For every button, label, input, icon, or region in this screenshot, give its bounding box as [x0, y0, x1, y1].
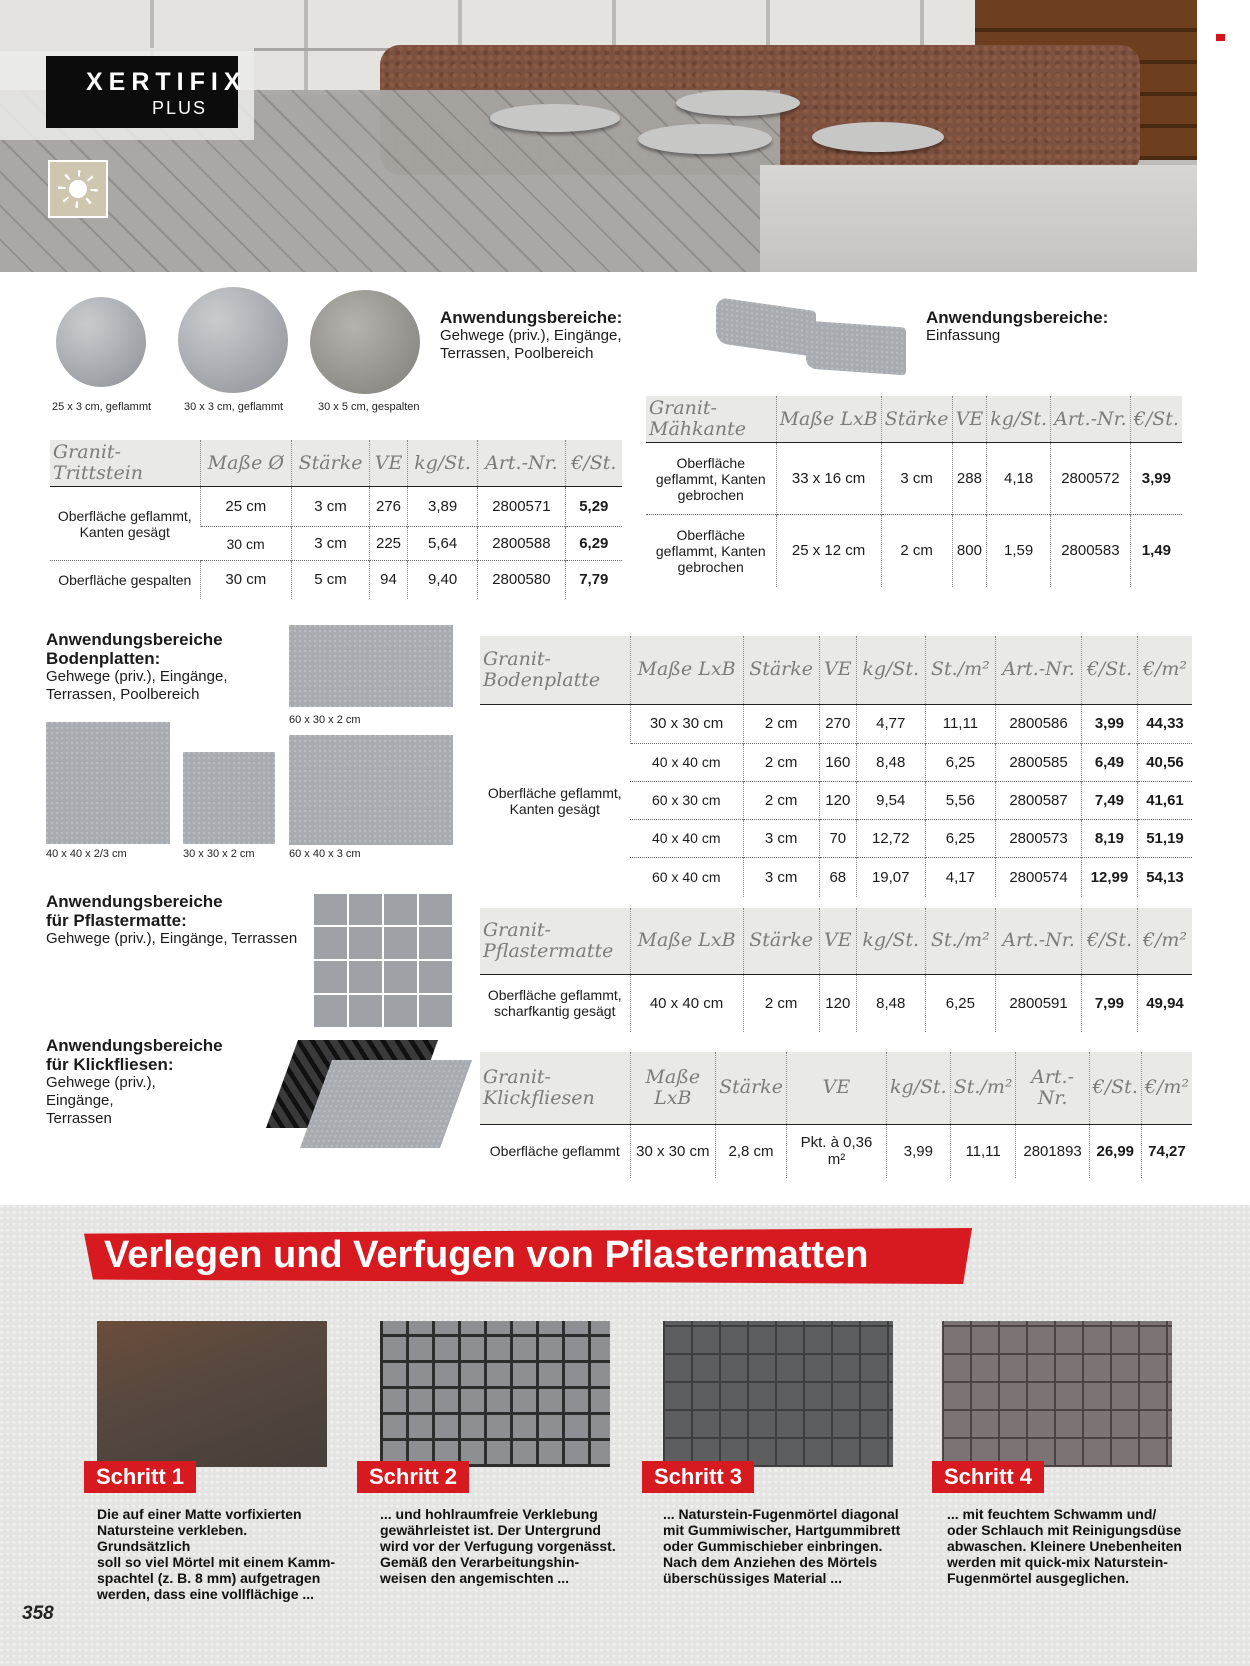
application-text: Terrassen, Poolbereich [440, 345, 594, 362]
cell: 3 cm [292, 527, 370, 561]
floor-tile-application [46, 630, 228, 704]
col-header: Art.-Nr. [996, 636, 1082, 704]
cell: 4,77 [856, 704, 925, 743]
cell: 270 [819, 704, 856, 743]
cell: 3,89 [408, 487, 478, 527]
table-row [480, 1124, 1192, 1178]
col-header: Granit-Klickfliesen [480, 1052, 630, 1124]
cell-desc: Oberfläche geflammt, Kanten gesägt [480, 704, 630, 897]
cell: 40 x 40 cm [630, 819, 743, 857]
cell: 2800573 [996, 819, 1082, 857]
tile-caption: 60 x 30 x 2 cm [289, 714, 361, 726]
stone-caption: 25 x 3 cm, geflammt [52, 401, 152, 413]
cell: 12,72 [856, 819, 925, 857]
col-header: VE [952, 396, 987, 443]
stepping-stone-25 [56, 297, 146, 387]
mowing-edge-application [926, 308, 1108, 345]
col-header: kg/St. [886, 1052, 950, 1124]
col-header: Art.-Nr. [478, 440, 565, 487]
cell: 160 [819, 743, 856, 781]
cell: 276 [370, 487, 408, 527]
cell: 2 cm [743, 974, 819, 1032]
application-title: Bodenplatten: [46, 649, 161, 668]
mowing-edge-image [806, 321, 906, 376]
col-header: kg/St. [408, 440, 478, 487]
text-line: weisen den angemischten ... [380, 1570, 570, 1586]
col-header: €/St. [1089, 1052, 1141, 1124]
cell: 94 [370, 561, 408, 599]
step-1-photo [97, 1321, 327, 1467]
application-text: Einfassung [926, 327, 1001, 344]
cell: 120 [819, 974, 856, 1032]
maehkante-table [646, 396, 1182, 587]
cell: 2800588 [478, 527, 565, 561]
cell: 6,25 [925, 743, 996, 781]
cell-desc: Oberfläche geflammt, Kanten gebrochen [646, 443, 776, 515]
col-header: VE [819, 636, 856, 704]
col-header: Stärke [881, 396, 952, 443]
cell: 6,25 [925, 819, 996, 857]
application-title: für Klickfliesen: [46, 1055, 174, 1074]
col-header: €/St. [1130, 396, 1182, 443]
cell: 288 [952, 443, 987, 515]
cell: 3 cm [743, 857, 819, 897]
stepping-stone [676, 90, 800, 116]
step-2-text [380, 1506, 625, 1586]
application-text: Eingänge, [46, 1092, 114, 1109]
cell-price: 51,19 [1137, 819, 1192, 857]
step-2-photo [380, 1321, 610, 1467]
cell: 2800580 [478, 561, 565, 599]
step-1-text [97, 1506, 342, 1602]
cell: 6,25 [925, 974, 996, 1032]
brand-name: XERTIFIX [86, 68, 247, 96]
col-header: Maße LxB [630, 908, 743, 974]
cell: 2 cm [881, 515, 952, 587]
cell: 225 [370, 527, 408, 561]
tile-caption: 60 x 40 x 3 cm [289, 848, 361, 860]
cell: 2800585 [996, 743, 1082, 781]
cell: 2,8 cm [716, 1124, 787, 1178]
text-line: Nach dem Anziehen des Mörtels [663, 1554, 878, 1570]
cell: 25 cm [200, 487, 292, 527]
cell: 30 x 30 cm [630, 704, 743, 743]
col-header: VE [819, 908, 856, 974]
col-header: kg/St. [987, 396, 1051, 443]
stones-application [440, 308, 622, 363]
col-header: Stärke [716, 1052, 787, 1124]
col-header: St./m² [950, 1052, 1016, 1124]
col-header: €/m² [1137, 636, 1192, 704]
cell: 40 x 40 cm [630, 974, 743, 1032]
table-row [646, 443, 1182, 515]
application-title: Anwendungsbereiche [46, 1036, 223, 1055]
paving-mat-image [312, 894, 452, 1029]
col-header: Stärke [743, 908, 819, 974]
application-title: Anwendungsbereiche: [926, 308, 1109, 327]
cell: 4,18 [987, 443, 1051, 515]
col-header: Maße Ø [200, 440, 292, 487]
cell-price: 7,99 [1081, 974, 1137, 1032]
text-line: Fugenmörtel ausgeglichen. [947, 1570, 1130, 1586]
sun-icon [48, 160, 108, 218]
stepping-stone [812, 122, 944, 152]
text-line: Gemäß den Verarbeitungshin- [380, 1554, 580, 1570]
table-row [50, 487, 622, 527]
cell: 25 x 12 cm [776, 515, 881, 587]
col-header: Granit-Bodenplatte [480, 636, 630, 704]
table-row [480, 704, 1192, 743]
cell: 40 x 40 cm [630, 743, 743, 781]
cell-price: 12,99 [1081, 857, 1137, 897]
cell: 2800586 [996, 704, 1082, 743]
pflastermatte-table [480, 908, 1192, 1032]
cell-price: 7,79 [565, 561, 622, 599]
cell: 3 cm [881, 443, 952, 515]
cell: 5,56 [925, 781, 996, 819]
col-header: Maße LxB [630, 636, 743, 704]
step-3-text [663, 1506, 908, 1586]
text-line: oder Gummischieber einbringen. [663, 1538, 883, 1554]
brand-sub: PLUS [152, 98, 208, 118]
granite-curb [760, 165, 1197, 272]
cell-desc: Oberfläche geflammt, Kanten gebrochen [646, 515, 776, 587]
cell: 68 [819, 857, 856, 897]
table-row [480, 974, 1192, 1032]
col-header: Maße LxB [630, 1052, 716, 1124]
stepping-stone [490, 104, 620, 132]
text-line: wird vor der Verfugung vorgenässt. [380, 1538, 616, 1554]
col-header: €/St. [565, 440, 622, 487]
col-header: Art.-Nr. [996, 908, 1082, 974]
stepping-stone [638, 124, 772, 154]
col-header: €/St. [1081, 636, 1137, 704]
cell-price: 41,61 [1137, 781, 1192, 819]
text-line: gewährleistet ist. Der Untergrund [380, 1522, 601, 1538]
application-text: Terrassen, Poolbereich [46, 686, 200, 703]
cell: 2800571 [478, 487, 565, 527]
text-line: ... mit feuchtem Schwamm und/ [947, 1506, 1157, 1522]
cell: 2 cm [743, 743, 819, 781]
cell-desc: Oberfläche geflammt, Kanten gesägt [50, 487, 200, 561]
guide-title: Verlegen und Verfugen von Pflastermatten [104, 1234, 869, 1276]
tile-caption: 40 x 40 x 2/3 cm [46, 848, 127, 860]
col-header: Art.-Nr. [1016, 1052, 1089, 1124]
cell-desc: Oberfläche gespalten [50, 561, 200, 599]
cell: 11,11 [950, 1124, 1016, 1178]
cell-price: 8,19 [1081, 819, 1137, 857]
red-page-mark [1216, 34, 1225, 41]
col-header: Art.-Nr. [1051, 396, 1131, 443]
stepping-stone-30 [178, 287, 288, 393]
cell: 5,64 [408, 527, 478, 561]
text-line: Die auf einer Matte vorfixierten [97, 1506, 302, 1522]
col-header: Granit-Mähkante [646, 396, 776, 443]
floor-tile-60x30 [289, 625, 453, 707]
col-header: St./m² [925, 636, 996, 704]
cell-price: 54,13 [1137, 857, 1192, 897]
text-line: Natursteine verkleben. Grundsätzlich [97, 1522, 248, 1554]
trittstein-table [50, 440, 622, 599]
text-line: oder Schlauch mit Reinigungsdüse [947, 1522, 1182, 1538]
cell: 19,07 [856, 857, 925, 897]
cell-price: 26,99 [1089, 1124, 1141, 1178]
text-line: werden, dass eine vollflächige ... [97, 1586, 315, 1602]
step-3-label: Schritt 3 [642, 1461, 754, 1493]
application-text: Terrassen [46, 1110, 112, 1127]
col-header: €/m² [1137, 908, 1192, 974]
application-title: Anwendungsbereiche: [440, 308, 623, 327]
text-line: soll so viel Mörtel mit einem Kamm- [97, 1554, 336, 1570]
click-tile-application [46, 1036, 223, 1128]
step-4-photo [942, 1321, 1172, 1467]
cell: 2800583 [1051, 515, 1131, 587]
stone-caption: 30 x 5 cm, gespalten [318, 401, 420, 413]
col-header: kg/St. [856, 908, 925, 974]
cell-price: 1,49 [1130, 515, 1182, 587]
text-line: abwaschen. Kleinere Unebenheiten [947, 1538, 1182, 1554]
application-title: Anwendungsbereiche [46, 892, 223, 911]
col-header: St./m² [925, 908, 996, 974]
cell: 800 [952, 515, 987, 587]
cell-price: 6,29 [565, 527, 622, 561]
cell: 8,48 [856, 743, 925, 781]
paving-mat-application [46, 892, 297, 948]
application-text: Gehwege (priv.), Eingänge, [440, 327, 622, 344]
col-header: VE [786, 1052, 886, 1124]
cell: 70 [819, 819, 856, 857]
cell-desc: Oberfläche geflammt, scharfkantig gesägt [480, 974, 630, 1032]
cell: 5 cm [292, 561, 370, 599]
cell: 9,40 [408, 561, 478, 599]
cell-price: 3,99 [1081, 704, 1137, 743]
cell: 4,17 [925, 857, 996, 897]
tile-caption: 30 x 30 x 2 cm [183, 848, 255, 860]
cell: 3 cm [743, 819, 819, 857]
cell-desc: Oberfläche geflammt [480, 1124, 630, 1178]
col-header: Maße LxB [776, 396, 881, 443]
stepping-stone-30-split [310, 290, 420, 394]
cell-price: 49,94 [1137, 974, 1192, 1032]
text-line: werden mit quick-mix Naturstein- [947, 1554, 1168, 1570]
application-text: Gehwege (priv.), Eingänge, Terrassen [46, 930, 298, 947]
cell: 60 x 40 cm [630, 857, 743, 897]
cell-price: 7,49 [1081, 781, 1137, 819]
text-line: ... und hohlraumfreie Verklebung [380, 1506, 598, 1522]
step-2-label: Schritt 2 [357, 1461, 469, 1493]
text-line: mit Gummiwischer, Hartgummibrett [663, 1522, 901, 1538]
cell: 33 x 16 cm [776, 443, 881, 515]
col-header: €/m² [1141, 1052, 1192, 1124]
step-4-text [947, 1506, 1192, 1586]
cell: 30 cm [200, 561, 292, 599]
col-header: Granit-Trittstein [50, 440, 200, 487]
cell: 11,11 [925, 704, 996, 743]
page-number: 358 [22, 1603, 54, 1624]
cell-price: 74,27 [1141, 1124, 1192, 1178]
cell-price: 6,49 [1081, 743, 1137, 781]
floor-tile-60x40 [289, 735, 453, 845]
brand-logo [46, 56, 247, 128]
step-4-label: Schritt 4 [932, 1461, 1044, 1493]
col-header: Granit-Pflastermatte [480, 908, 630, 974]
col-header: kg/St. [856, 636, 925, 704]
cell: 8,48 [856, 974, 925, 1032]
klickfliesen-table [480, 1052, 1192, 1178]
col-header: €/St. [1081, 908, 1137, 974]
application-title: Anwendungsbereiche [46, 630, 223, 649]
floor-tile-30x30 [183, 752, 275, 844]
col-header: Stärke [292, 440, 370, 487]
col-header: Stärke [743, 636, 819, 704]
cell-price: 5,29 [565, 487, 622, 527]
cell: 2800572 [1051, 443, 1131, 515]
table-row [50, 561, 622, 599]
cell: 9,54 [856, 781, 925, 819]
table-row [646, 515, 1182, 587]
cell: Pkt. à 0,36 m² [786, 1124, 886, 1178]
bodenplatte-table [480, 636, 1192, 897]
cell-price: 44,33 [1137, 704, 1192, 743]
cell: 1,59 [987, 515, 1051, 587]
cell: 30 x 30 cm [630, 1124, 716, 1178]
application-title: für Pflastermatte: [46, 911, 187, 930]
cell: 3,99 [886, 1124, 950, 1178]
cell: 2801893 [1016, 1124, 1089, 1178]
text-line: ... Naturstein-Fugenmörtel diagonal [663, 1506, 899, 1522]
step-1-label: Schritt 1 [84, 1461, 196, 1493]
cell: 30 cm [200, 527, 292, 561]
stone-caption: 30 x 3 cm, geflammt [184, 401, 284, 413]
application-text: Gehwege (priv.), [46, 1074, 156, 1091]
cell: 60 x 30 cm [630, 781, 743, 819]
cell: 2800587 [996, 781, 1082, 819]
cell: 120 [819, 781, 856, 819]
floor-tile-40x40 [46, 722, 170, 844]
cell: 2 cm [743, 704, 819, 743]
cell-price: 3,99 [1130, 443, 1182, 515]
col-header: VE [370, 440, 408, 487]
application-text: Gehwege (priv.), Eingänge, [46, 668, 228, 685]
cell-price: 40,56 [1137, 743, 1192, 781]
cell: 2800591 [996, 974, 1082, 1032]
cell: 2800574 [996, 857, 1082, 897]
mowing-edge-image [716, 297, 816, 357]
text-line: spachtel (z. B. 8 mm) aufgetragen [97, 1570, 321, 1586]
cell: 3 cm [292, 487, 370, 527]
cell: 2 cm [743, 781, 819, 819]
text-line: überschüssiges Material ... [663, 1570, 842, 1586]
step-3-photo [663, 1321, 893, 1467]
